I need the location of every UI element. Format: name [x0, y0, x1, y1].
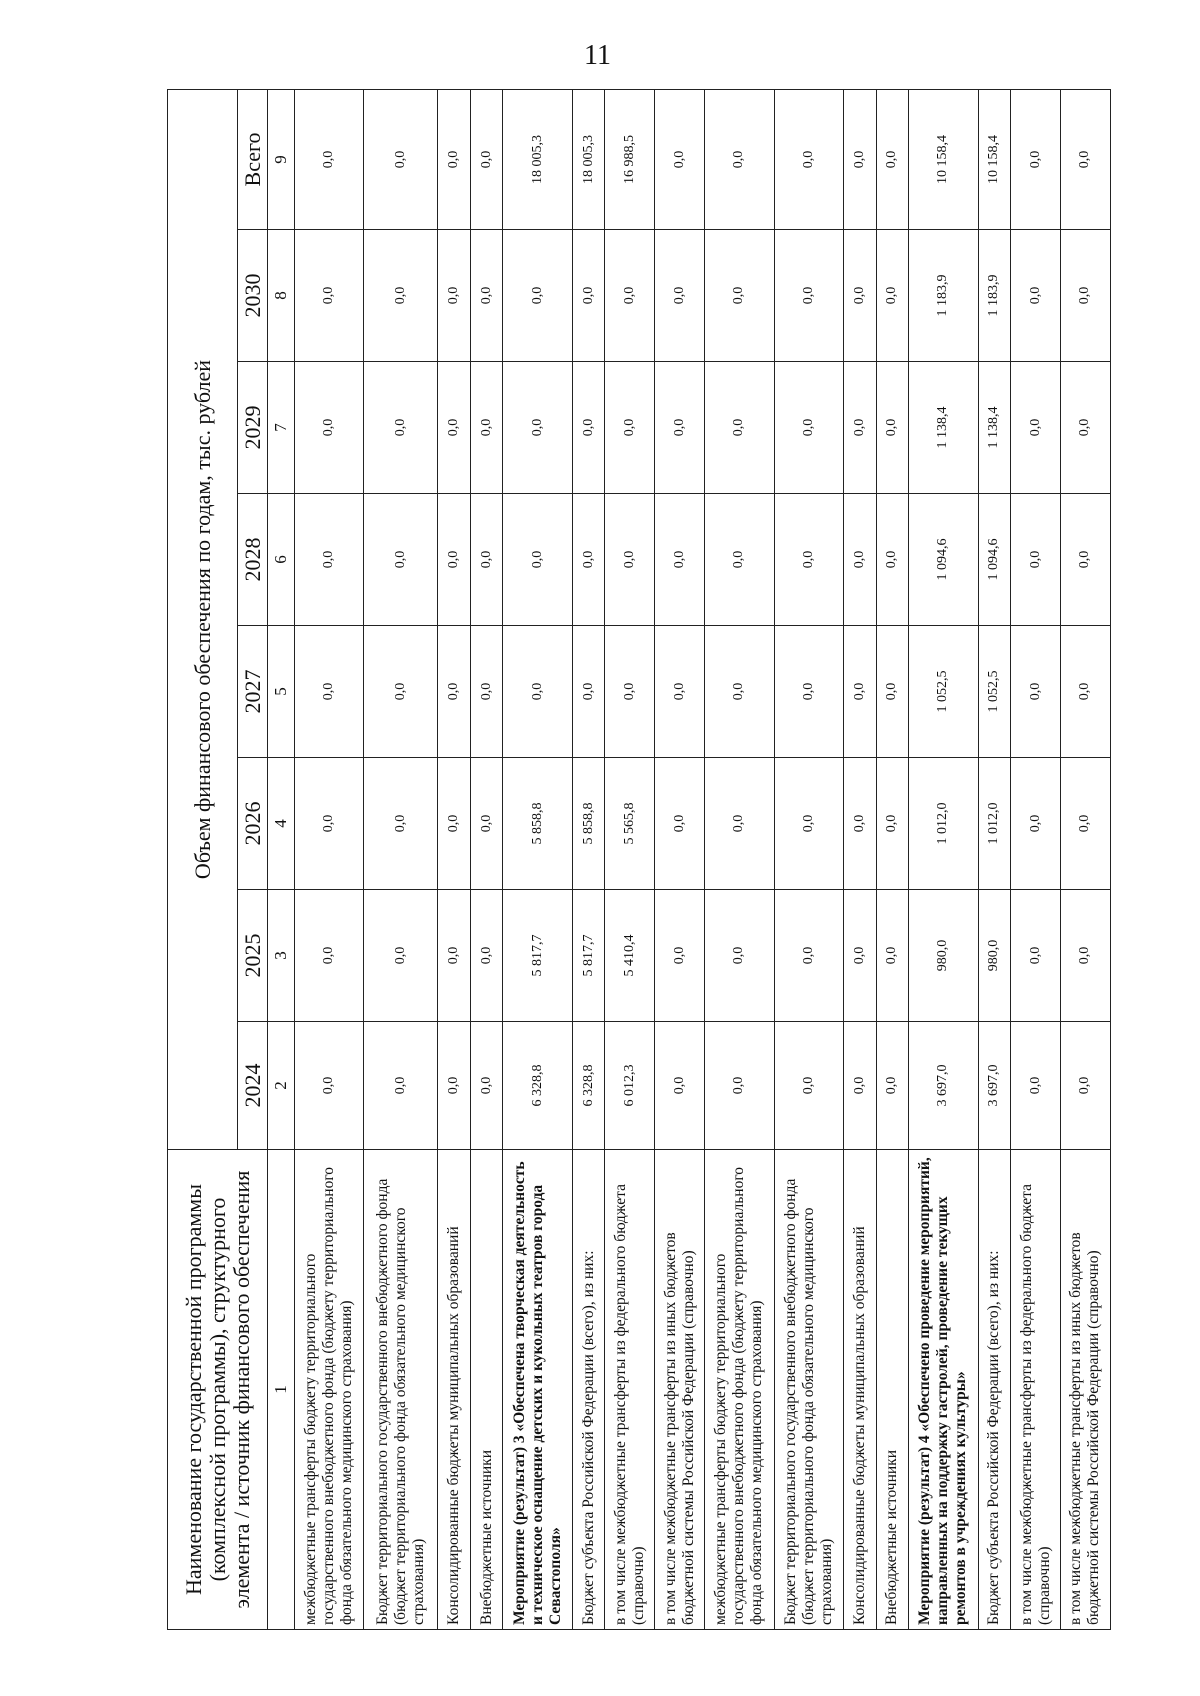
year-value-cell: 0,0 [364, 494, 438, 626]
row-name-text: Консолидированные бюджеты муниципальных образований [444, 1226, 462, 1625]
total-value-cell: 0,0 [295, 90, 364, 230]
column-number: 4 [268, 758, 295, 890]
year-value-cell: 0,0 [295, 758, 364, 890]
table-row [909, 90, 978, 1630]
year-value-cell: 0,0 [876, 494, 909, 626]
total-value-cell: 0,0 [705, 90, 774, 230]
year-value-cell: 0,0 [605, 626, 655, 758]
year-value-cell: 0,0 [876, 758, 909, 890]
total-value-cell: 0,0 [774, 90, 843, 230]
year-value-cell: 0,0 [705, 626, 774, 758]
column-number: 7 [268, 362, 295, 494]
total-value-cell: 0,0 [655, 90, 705, 230]
year-value-cell: 0,0 [705, 758, 774, 890]
total-value-cell: 0,0 [438, 90, 471, 230]
year-value-cell: 0,0 [295, 230, 364, 362]
table-row [705, 90, 774, 1630]
row-name-cell [843, 1150, 876, 1630]
year-value-cell: 0,0 [503, 626, 572, 758]
table-row [843, 90, 876, 1630]
total-value-cell: 16 988,5 [605, 90, 655, 230]
row-name-text: в том числе межбюджетные трансферты из федерального бюджета (справочно) [611, 1183, 647, 1625]
year-value-cell: 0,0 [572, 494, 605, 626]
year-header-2026: 2026 [238, 758, 268, 890]
year-value-cell: 0,0 [655, 1022, 705, 1150]
year-value-cell: 0,0 [655, 890, 705, 1022]
row-name-text: в том числе межбюджетные трансферты из федерального бюджета (справочно) [1017, 1183, 1053, 1625]
total-value-cell: 0,0 [470, 90, 503, 230]
year-value-cell: 0,0 [572, 230, 605, 362]
year-value-cell: 0,0 [572, 362, 605, 494]
row-name-text: Бюджет территориального государственного внебюджетного фонда (бюджет территориального фонда обязательного медицинского страхования) [781, 1178, 835, 1625]
year-value-cell: 0,0 [470, 230, 503, 362]
year-value-cell: 5 817,7 [503, 890, 572, 1022]
year-value-cell: 0,0 [295, 362, 364, 494]
year-value-cell: 0,0 [705, 890, 774, 1022]
year-header-2024: 2024 [238, 1022, 268, 1150]
row-name-cell [364, 1150, 438, 1630]
table-row [978, 90, 1011, 1630]
column-number: 1 [268, 1150, 295, 1630]
year-value-cell: 0,0 [655, 230, 705, 362]
page-number: 11 [584, 40, 611, 71]
year-value-cell: 0,0 [1011, 890, 1061, 1022]
row-name-text: Внебюджетные источники [883, 1449, 901, 1625]
year-value-cell: 0,0 [876, 230, 909, 362]
year-value-cell: 3 697,0 [909, 1022, 978, 1150]
year-value-cell: 6 012,3 [605, 1022, 655, 1150]
year-value-cell: 0,0 [774, 230, 843, 362]
table-row [876, 90, 909, 1630]
column-number: 5 [268, 626, 295, 758]
year-value-cell: 0,0 [774, 1022, 843, 1150]
year-value-cell: 0,0 [470, 1022, 503, 1150]
row-name-cell [909, 1150, 978, 1630]
year-value-cell: 0,0 [438, 494, 471, 626]
year-value-cell: 0,0 [774, 626, 843, 758]
year-value-cell: 1 052,5 [978, 626, 1011, 758]
table-row [774, 90, 843, 1630]
row-name-cell [978, 1150, 1011, 1630]
table-row [655, 90, 705, 1630]
table-body [295, 90, 1111, 1630]
year-value-cell: 0,0 [503, 494, 572, 626]
year-value-cell: 0,0 [1011, 626, 1061, 758]
year-value-cell: 1 052,5 [909, 626, 978, 758]
year-value-cell: 0,0 [876, 1022, 909, 1150]
year-value-cell: 0,0 [470, 494, 503, 626]
row-name-cell [605, 1150, 655, 1630]
finance-table [167, 89, 1111, 1630]
year-value-cell: 0,0 [705, 494, 774, 626]
table-row [470, 90, 503, 1630]
year-value-cell: 0,0 [705, 1022, 774, 1150]
year-value-cell: 0,0 [843, 230, 876, 362]
year-value-cell: 5 410,4 [605, 890, 655, 1022]
table-row [1060, 90, 1110, 1630]
year-value-cell: 0,0 [438, 362, 471, 494]
row-name-cell [705, 1150, 774, 1630]
year-value-cell: 1 094,6 [909, 494, 978, 626]
year-value-cell: 0,0 [364, 1022, 438, 1150]
year-value-cell: 0,0 [1011, 494, 1061, 626]
row-name-text: Мероприятие (результат) 4 «Обеспечено проведение мероприятий, направленных на поддержку гастролей, проведение текущих ремонтов в учреждениях культуры» [916, 1157, 970, 1625]
year-value-cell: 0,0 [774, 758, 843, 890]
year-value-cell: 1 012,0 [978, 758, 1011, 890]
table-row [605, 90, 655, 1630]
row-name-text: Мероприятие (результат) 3 «Обеспечена творческая деятельность и техническое оснащение детских и кукольных театров города Севастополя» [510, 1161, 564, 1625]
year-value-cell: 0,0 [438, 626, 471, 758]
year-value-cell: 0,0 [843, 758, 876, 890]
row-name-text: в том числе межбюджетные трансферты из иных бюджетов бюджетной системы Российской Федерации (справочно) [661, 1232, 697, 1625]
year-value-cell: 0,0 [1060, 626, 1110, 758]
row-name-text: в том числе межбюджетные трансферты из иных бюджетов бюджетной системы Российской Федерации (справочно) [1067, 1232, 1103, 1625]
year-value-cell: 0,0 [1060, 494, 1110, 626]
row-name-text: межбюджетные трансферты бюджету территориального государственного внебюджетного фонда (бюджету территориального фонда обязательного медицинского страхования) [712, 1166, 766, 1625]
column-number: 9 [268, 90, 295, 230]
year-value-cell: 0,0 [438, 758, 471, 890]
row-name-cell [1060, 1150, 1110, 1630]
year-value-cell: 0,0 [774, 890, 843, 1022]
year-value-cell: 3 697,0 [978, 1022, 1011, 1150]
year-value-cell: 5 858,8 [572, 758, 605, 890]
year-value-cell: 0,0 [295, 1022, 364, 1150]
year-value-cell: 0,0 [605, 230, 655, 362]
table-row [572, 90, 605, 1630]
column-number: 6 [268, 494, 295, 626]
year-value-cell: 0,0 [774, 362, 843, 494]
column-number: 8 [268, 230, 295, 362]
total-value-cell: 0,0 [1011, 90, 1061, 230]
year-value-cell: 0,0 [876, 362, 909, 494]
year-value-cell: 980,0 [909, 890, 978, 1022]
financing-group-header: Объем финансового обеспечения по годам, тыс. рублей [168, 90, 238, 1150]
year-value-cell: 5 565,8 [605, 758, 655, 890]
year-value-cell: 1 012,0 [909, 758, 978, 890]
year-value-cell: 0,0 [774, 494, 843, 626]
year-value-cell: 0,0 [843, 494, 876, 626]
total-value-cell: 0,0 [364, 90, 438, 230]
year-value-cell: 0,0 [438, 1022, 471, 1150]
year-value-cell: 0,0 [655, 758, 705, 890]
table-row [1011, 90, 1061, 1630]
year-value-cell: 0,0 [470, 362, 503, 494]
row-name-cell [295, 1150, 364, 1630]
year-value-cell: 0,0 [876, 890, 909, 1022]
year-value-cell: 0,0 [470, 758, 503, 890]
row-name-cell [876, 1150, 909, 1630]
year-header-2025: 2025 [238, 890, 268, 1022]
year-value-cell: 0,0 [470, 890, 503, 1022]
table-row [438, 90, 471, 1630]
row-name-cell [503, 1150, 572, 1630]
year-value-cell: 0,0 [364, 890, 438, 1022]
row-name-text: Бюджет территориального государственного внебюджетного фонда (бюджет территориального фонда обязательного медицинского страхования) [373, 1178, 427, 1625]
year-value-cell: 0,0 [1011, 1022, 1061, 1150]
year-value-cell: 0,0 [295, 626, 364, 758]
year-value-cell: 0,0 [364, 626, 438, 758]
year-value-cell: 1 183,9 [978, 230, 1011, 362]
year-value-cell: 0,0 [1060, 1022, 1110, 1150]
year-value-cell: 0,0 [364, 758, 438, 890]
year-value-cell: 0,0 [1060, 362, 1110, 494]
year-value-cell: 0,0 [705, 230, 774, 362]
year-value-cell: 0,0 [843, 626, 876, 758]
total-value-cell: 0,0 [876, 90, 909, 230]
row-name-cell [655, 1150, 705, 1630]
year-value-cell: 0,0 [655, 626, 705, 758]
year-value-cell: 0,0 [295, 890, 364, 1022]
year-value-cell: 6 328,8 [503, 1022, 572, 1150]
year-value-cell: 0,0 [438, 230, 471, 362]
column-number: 2 [268, 1022, 295, 1150]
total-value-cell: 0,0 [843, 90, 876, 230]
year-header-2030: 2030 [238, 230, 268, 362]
year-value-cell: 0,0 [572, 626, 605, 758]
year-value-cell: 0,0 [1060, 230, 1110, 362]
year-value-cell: 0,0 [1011, 230, 1061, 362]
total-value-cell: 0,0 [1060, 90, 1110, 230]
total-value-cell: 18 005,3 [503, 90, 572, 230]
year-value-cell: 0,0 [295, 494, 364, 626]
year-value-cell: 1 183,9 [909, 230, 978, 362]
year-value-cell: 1 138,4 [978, 362, 1011, 494]
row-name-text: Внебюджетные источники [477, 1449, 495, 1625]
year-value-cell: 0,0 [503, 230, 572, 362]
row-name-text: Бюджет субъекта Российской Федерации (всего), из них: [985, 1250, 1003, 1625]
row-name-cell [1011, 1150, 1061, 1630]
total-value-cell: 10 158,4 [909, 90, 978, 230]
year-value-cell: 0,0 [1060, 890, 1110, 1022]
year-value-cell: 0,0 [364, 230, 438, 362]
year-value-cell: 0,0 [705, 362, 774, 494]
year-value-cell: 0,0 [655, 494, 705, 626]
year-value-cell: 0,0 [843, 1022, 876, 1150]
table-row [364, 90, 438, 1630]
year-value-cell: 0,0 [843, 362, 876, 494]
year-value-cell: 0,0 [438, 890, 471, 1022]
year-value-cell: 6 328,8 [572, 1022, 605, 1150]
row-name-cell [774, 1150, 843, 1630]
total-value-cell: 10 158,4 [978, 90, 1011, 230]
year-value-cell: 0,0 [470, 626, 503, 758]
year-header-2029: 2029 [238, 362, 268, 494]
row-name-cell [470, 1150, 503, 1630]
year-value-cell: 0,0 [364, 362, 438, 494]
year-value-cell: 0,0 [605, 494, 655, 626]
table-row [503, 90, 572, 1630]
year-value-cell: 0,0 [655, 362, 705, 494]
total-value-cell: 18 005,3 [572, 90, 605, 230]
year-value-cell: 980,0 [978, 890, 1011, 1022]
year-value-cell: 0,0 [1011, 758, 1061, 890]
year-value-cell: 1 094,6 [978, 494, 1011, 626]
year-value-cell: 0,0 [843, 890, 876, 1022]
row-name-cell [572, 1150, 605, 1630]
year-value-cell: 0,0 [1060, 758, 1110, 890]
year-value-cell: 0,0 [503, 362, 572, 494]
year-value-cell: 0,0 [876, 626, 909, 758]
row-name-text: Бюджет субъекта Российской Федерации (всего), из них: [579, 1250, 597, 1625]
row-name-text: межбюджетные трансферты бюджету территориального государственного внебюджетного фонда (бюджету территориального фонда обязательного медицинского страхования) [302, 1166, 356, 1625]
year-value-cell: 5 817,7 [572, 890, 605, 1022]
rotated-table-container [167, 90, 1111, 1630]
year-value-cell: 0,0 [605, 362, 655, 494]
column-number: 3 [268, 890, 295, 1022]
total-header: Всего [238, 90, 268, 230]
year-value-cell: 1 138,4 [909, 362, 978, 494]
year-value-cell: 0,0 [1011, 362, 1061, 494]
row-name-cell [438, 1150, 471, 1630]
name-column-header: Наименование государственной программы (комплексной программы), структурного элемента / источник финансового обеспечения [168, 1150, 268, 1630]
row-name-text: Консолидированные бюджеты муниципальных образований [850, 1226, 868, 1625]
year-header-2027: 2027 [238, 626, 268, 758]
year-value-cell: 5 858,8 [503, 758, 572, 890]
year-header-2028: 2028 [238, 494, 268, 626]
table-row [295, 90, 364, 1630]
